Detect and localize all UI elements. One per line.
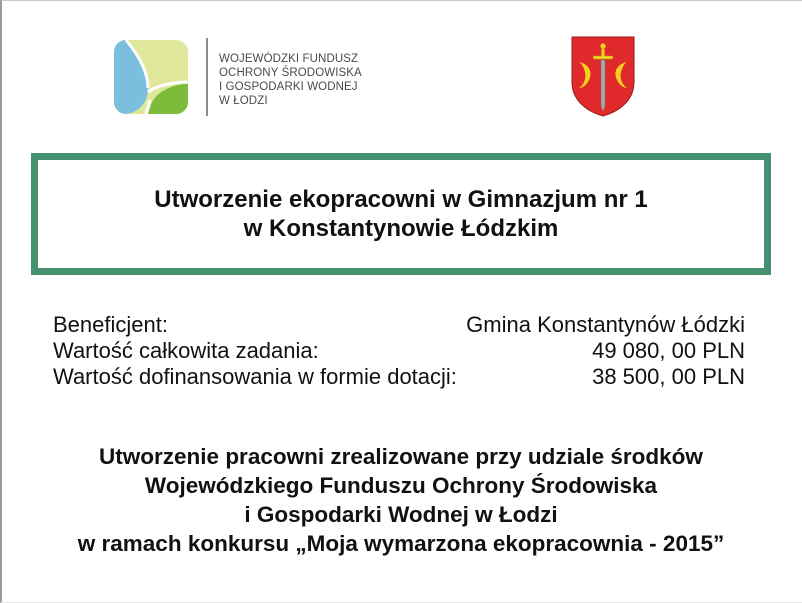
wfos-logo-line: I GOSPODARKI WODNEJ bbox=[219, 81, 358, 93]
coat-of-arms-icon bbox=[571, 36, 635, 117]
field-row-beneficiary bbox=[53, 312, 745, 338]
field-row-total-value bbox=[53, 338, 745, 364]
project-title-line: w Konstantynowie Łódzkim bbox=[243, 215, 559, 242]
field-label: Beneficjent: bbox=[53, 312, 168, 337]
field-value: 38 500, 00 PLN bbox=[592, 364, 745, 389]
funding-statement bbox=[0, 442, 802, 558]
field-value: 49 080, 00 PLN bbox=[592, 338, 745, 363]
title-box bbox=[31, 153, 771, 275]
field-row-subsidy-value bbox=[53, 364, 745, 390]
funding-statement-line: Utworzenie pracowni zrealizowane przy udziale środków bbox=[99, 444, 703, 469]
funding-statement-line: w ramach konkursu „Moja wymarzona ekopracownia - 2015” bbox=[77, 531, 725, 556]
project-title-line: Utworzenie ekopracowni w Gimnazjum nr 1 bbox=[154, 186, 648, 213]
funding-statement-line: i Gospodarki Wodnej w Łodzi bbox=[244, 502, 558, 527]
wfos-logo-icon bbox=[114, 40, 188, 114]
wfos-logo-line: OCHRONY ŚRODOWISKA bbox=[219, 67, 362, 79]
field-label: Wartość dofinansowania w formie dotacji: bbox=[53, 364, 457, 389]
project-details bbox=[53, 312, 745, 390]
wfos-logo-text bbox=[219, 52, 362, 108]
field-label: Wartość całkowita zadania: bbox=[53, 338, 319, 363]
field-value: Gmina Konstantynów Łódzki bbox=[466, 312, 745, 337]
logo-divider bbox=[206, 38, 208, 116]
funding-statement-line: Wojewódzkiego Funduszu Ochrony Środowiska bbox=[144, 473, 658, 498]
wfos-logo-line: WOJEWÓDZKI FUNDUSZ bbox=[219, 53, 359, 65]
wfos-logo-line: W ŁODZI bbox=[219, 95, 268, 107]
